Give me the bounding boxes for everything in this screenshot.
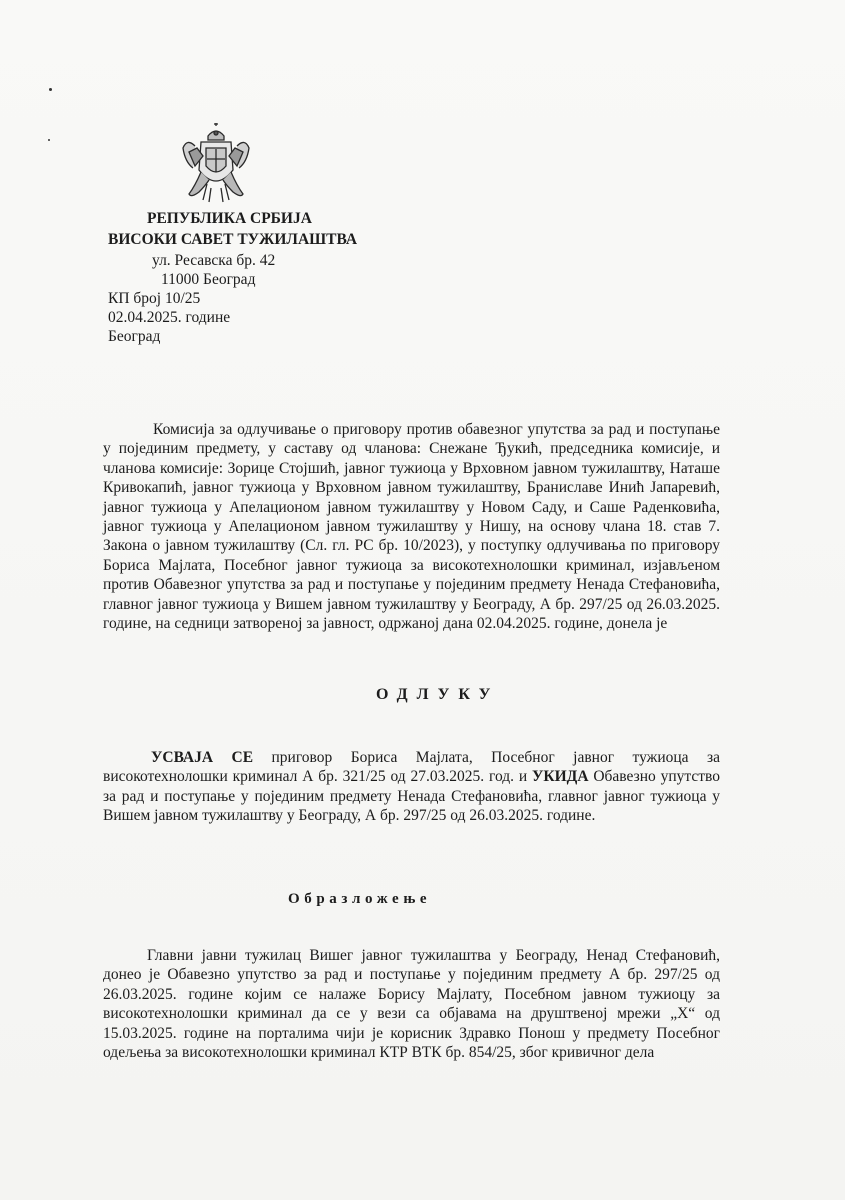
- council-name: ВИСОКИ САВЕТ ТУЖИЛАШТВА: [108, 231, 358, 248]
- republic-name: РЕПУБЛИКА СРБИЈА: [147, 210, 312, 227]
- decision-title: ОДЛУКУ: [376, 686, 500, 703]
- case-number: КП број 10/25: [108, 290, 201, 307]
- intro-paragraph: [103, 420, 720, 633]
- document-place: Београд: [108, 328, 161, 345]
- accepts-verdict: УСВАЈА СЕ: [151, 749, 254, 766]
- scan-speck: [48, 139, 50, 141]
- intro-text: Комисија за одлучивање о приговору против обавезног упутства за рад и поступање у појединим предмету, у саставу од чланова: Снежане Ђукић, председника комисије, и чланова комисије: Зорице Стојшић, јавног тужиоца у Врховном јавном тужилаштву, Наташе Кривокапић, јавног тужиоца у Врховном јавном тужилаштву, Браниславе Инић Јапаревић, јавног тужиоца у Апелационом јавном тужилаштву у Новом Саду, и Саше Раденковића, јавног тужиоца у Апелационом јавном тужилаштву у Нишу, на основу члана 18. став 7. Закона о јавном тужилаштву (Сл. гл. РС бр. 10/2023), у поступку одлучивања по приговору Бориса Мајлата, Посебног јавног тужиоца за високотехнолошки криминал, изјављеном против Обавезног упутства за рад и поступање у појединим предмету Ненада Стефановића, главног јавног тужиоца у Вишем јавном тужилаштву у Београду, А бр. 297/25 од 26.03.2025. године, на седници затвореној за јавност, одржаној дана 02.04.2025. године, донела је: [103, 421, 720, 633]
- scan-speck: [49, 88, 52, 91]
- reasoning-title: Образложење: [288, 891, 432, 907]
- annuls-verdict: УКИДА: [531, 768, 589, 786]
- reasoning-text: Главни јавни тужилац Вишег јавног тужилаштва у Београду, Ненад Стефановић, донео је Обавезно упутство за рад и поступање у појединим предмету А бр. 297/25 од 26.03.2025. године којим се налаже Борису Мајлату, Посебном јавном тужиоцу за високотехнолошки криминал да се у вези са објавама на друштвеној мрежи „X“ од 15.03.2025. године на порталима чији је корисник Здравко Понош у предмету Посебног одељења за високотехнолошки криминал КТР ВТК бр. 854/25, због кривичног дела: [103, 947, 720, 1062]
- reasoning-paragraph: [103, 946, 720, 1062]
- address-street: ул. Ресавска бр. 42: [152, 252, 276, 269]
- address-city: 11000 Београд: [161, 271, 256, 288]
- decision-text-b: Обавезно упутство за рад и поступање у појединим предмету Ненада Стефановића, главног јавног тужиоца у Вишем јавном тужилаштву у Београду, А бр. 297/25 од 26.03.2025. године.: [103, 768, 720, 825]
- decision-paragraph: [103, 748, 720, 826]
- coat-of-arms-icon: [181, 122, 251, 204]
- decision-text-a: приговор Бориса Мајлата, Посебног јавног тужиоца за високотехнолошки криминал А бр. 321/25 од 27.03.2025. год. и: [103, 749, 720, 786]
- document-date: 02.04.2025. године: [108, 309, 231, 326]
